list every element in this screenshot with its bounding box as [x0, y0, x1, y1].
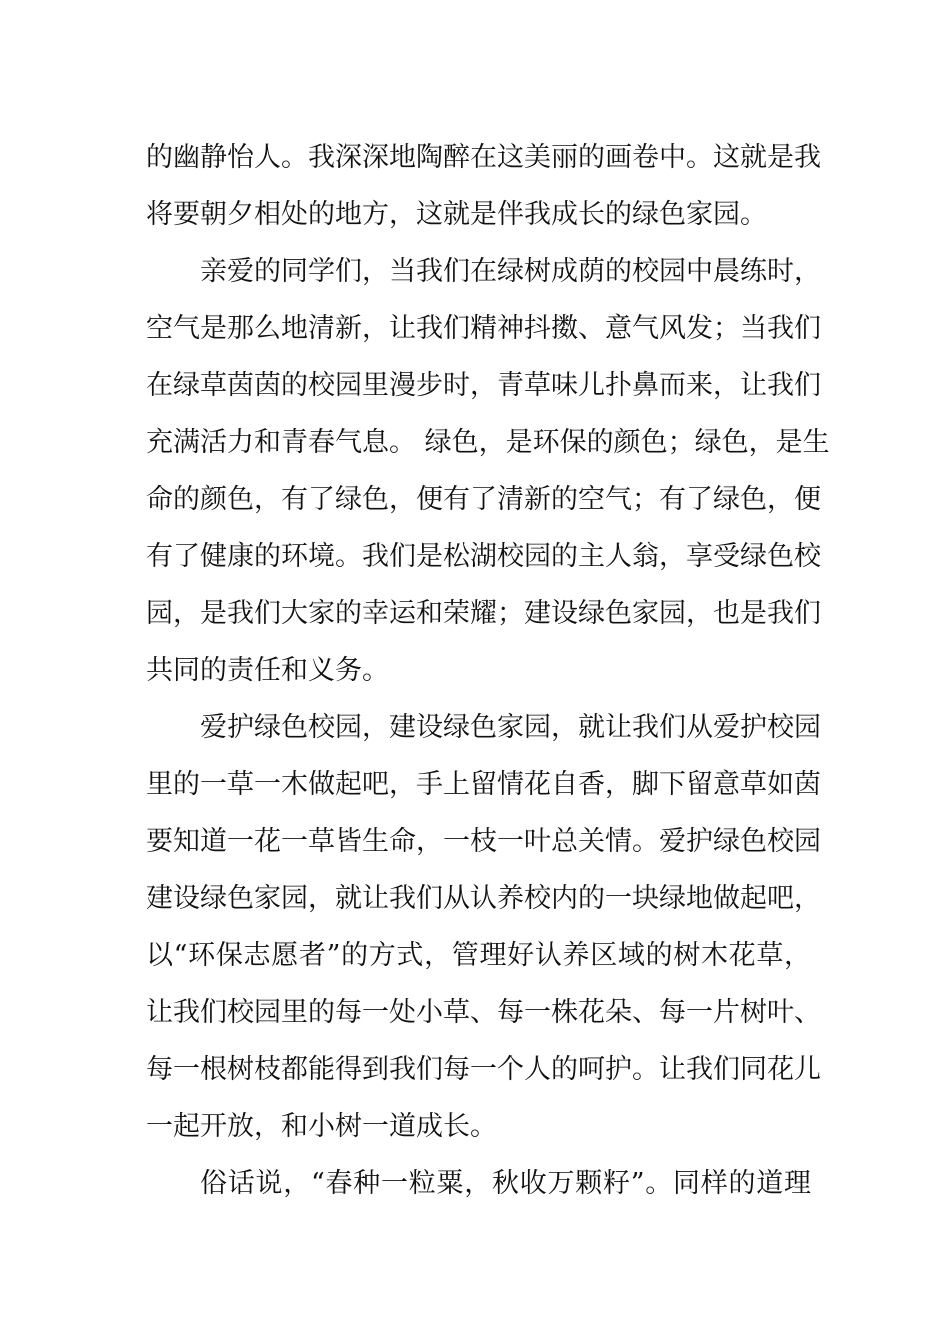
text-line: 以“环保志愿者”的方式，管理好认养区域的树木花草， [146, 940, 811, 971]
text-line: 一起开放，和小树一道成长。 [146, 1111, 497, 1142]
text-line: 园，是我们大家的幸运和荣耀；建设绿色家园，也是我们 [146, 598, 821, 629]
text-line: 每一根树枝都能得到我们每一个人的呵护。让我们同花儿 [146, 1054, 821, 1085]
text-line: 的幽静怡人。我深深地陶醉在这美丽的画卷中。这就是我 [146, 142, 821, 173]
paragraph-start-line: 亲爱的同学们，当我们在绿树成荫的校园中晨练时， [200, 256, 821, 287]
text-line: 共同的责任和义务。 [146, 655, 389, 686]
body-text [146, 129, 830, 1212]
text-line: 要知道一花一草皆生命，一枝一叶总关情。爱护绿色校园 [146, 826, 821, 857]
paragraph-start-line: 俗话说，“春种一粒粟，秋收万颗籽”。同样的道理 [200, 1168, 811, 1199]
text-line: 在绿草茵茵的校园里漫步时，青草味儿扑鼻而来，让我们 [146, 370, 821, 401]
text-line: 命的颜色，有了绿色，便有了清新的空气；有了绿色，便 [146, 484, 821, 515]
text-line: 让我们校园里的每一处小草、每一株花朵、每一片树叶、 [146, 997, 821, 1028]
text-line: 充满活力和青春气息。 绿色，是环保的颜色；绿色，是生 [146, 427, 830, 458]
text-line: 建设绿色家园，就让我们从认养校内的一块绿地做起吧， [146, 883, 821, 914]
text-line: 里的一草一木做起吧，手上留情花自香，脚下留意草如茵 [146, 769, 821, 800]
text-line: 将要朝夕相处的地方，这就是伴我成长的绿色家园。 [146, 199, 767, 230]
text-line: 空气是那么地清新，让我们精神抖擞、意气风发；当我们 [146, 313, 821, 344]
text-line: 有了健康的环境。我们是松湖校园的主人翁，享受绿色校 [146, 541, 821, 572]
paragraph-start-line: 爱护绿色校园，建设绿色家园，就让我们从爱护校园 [200, 712, 821, 743]
